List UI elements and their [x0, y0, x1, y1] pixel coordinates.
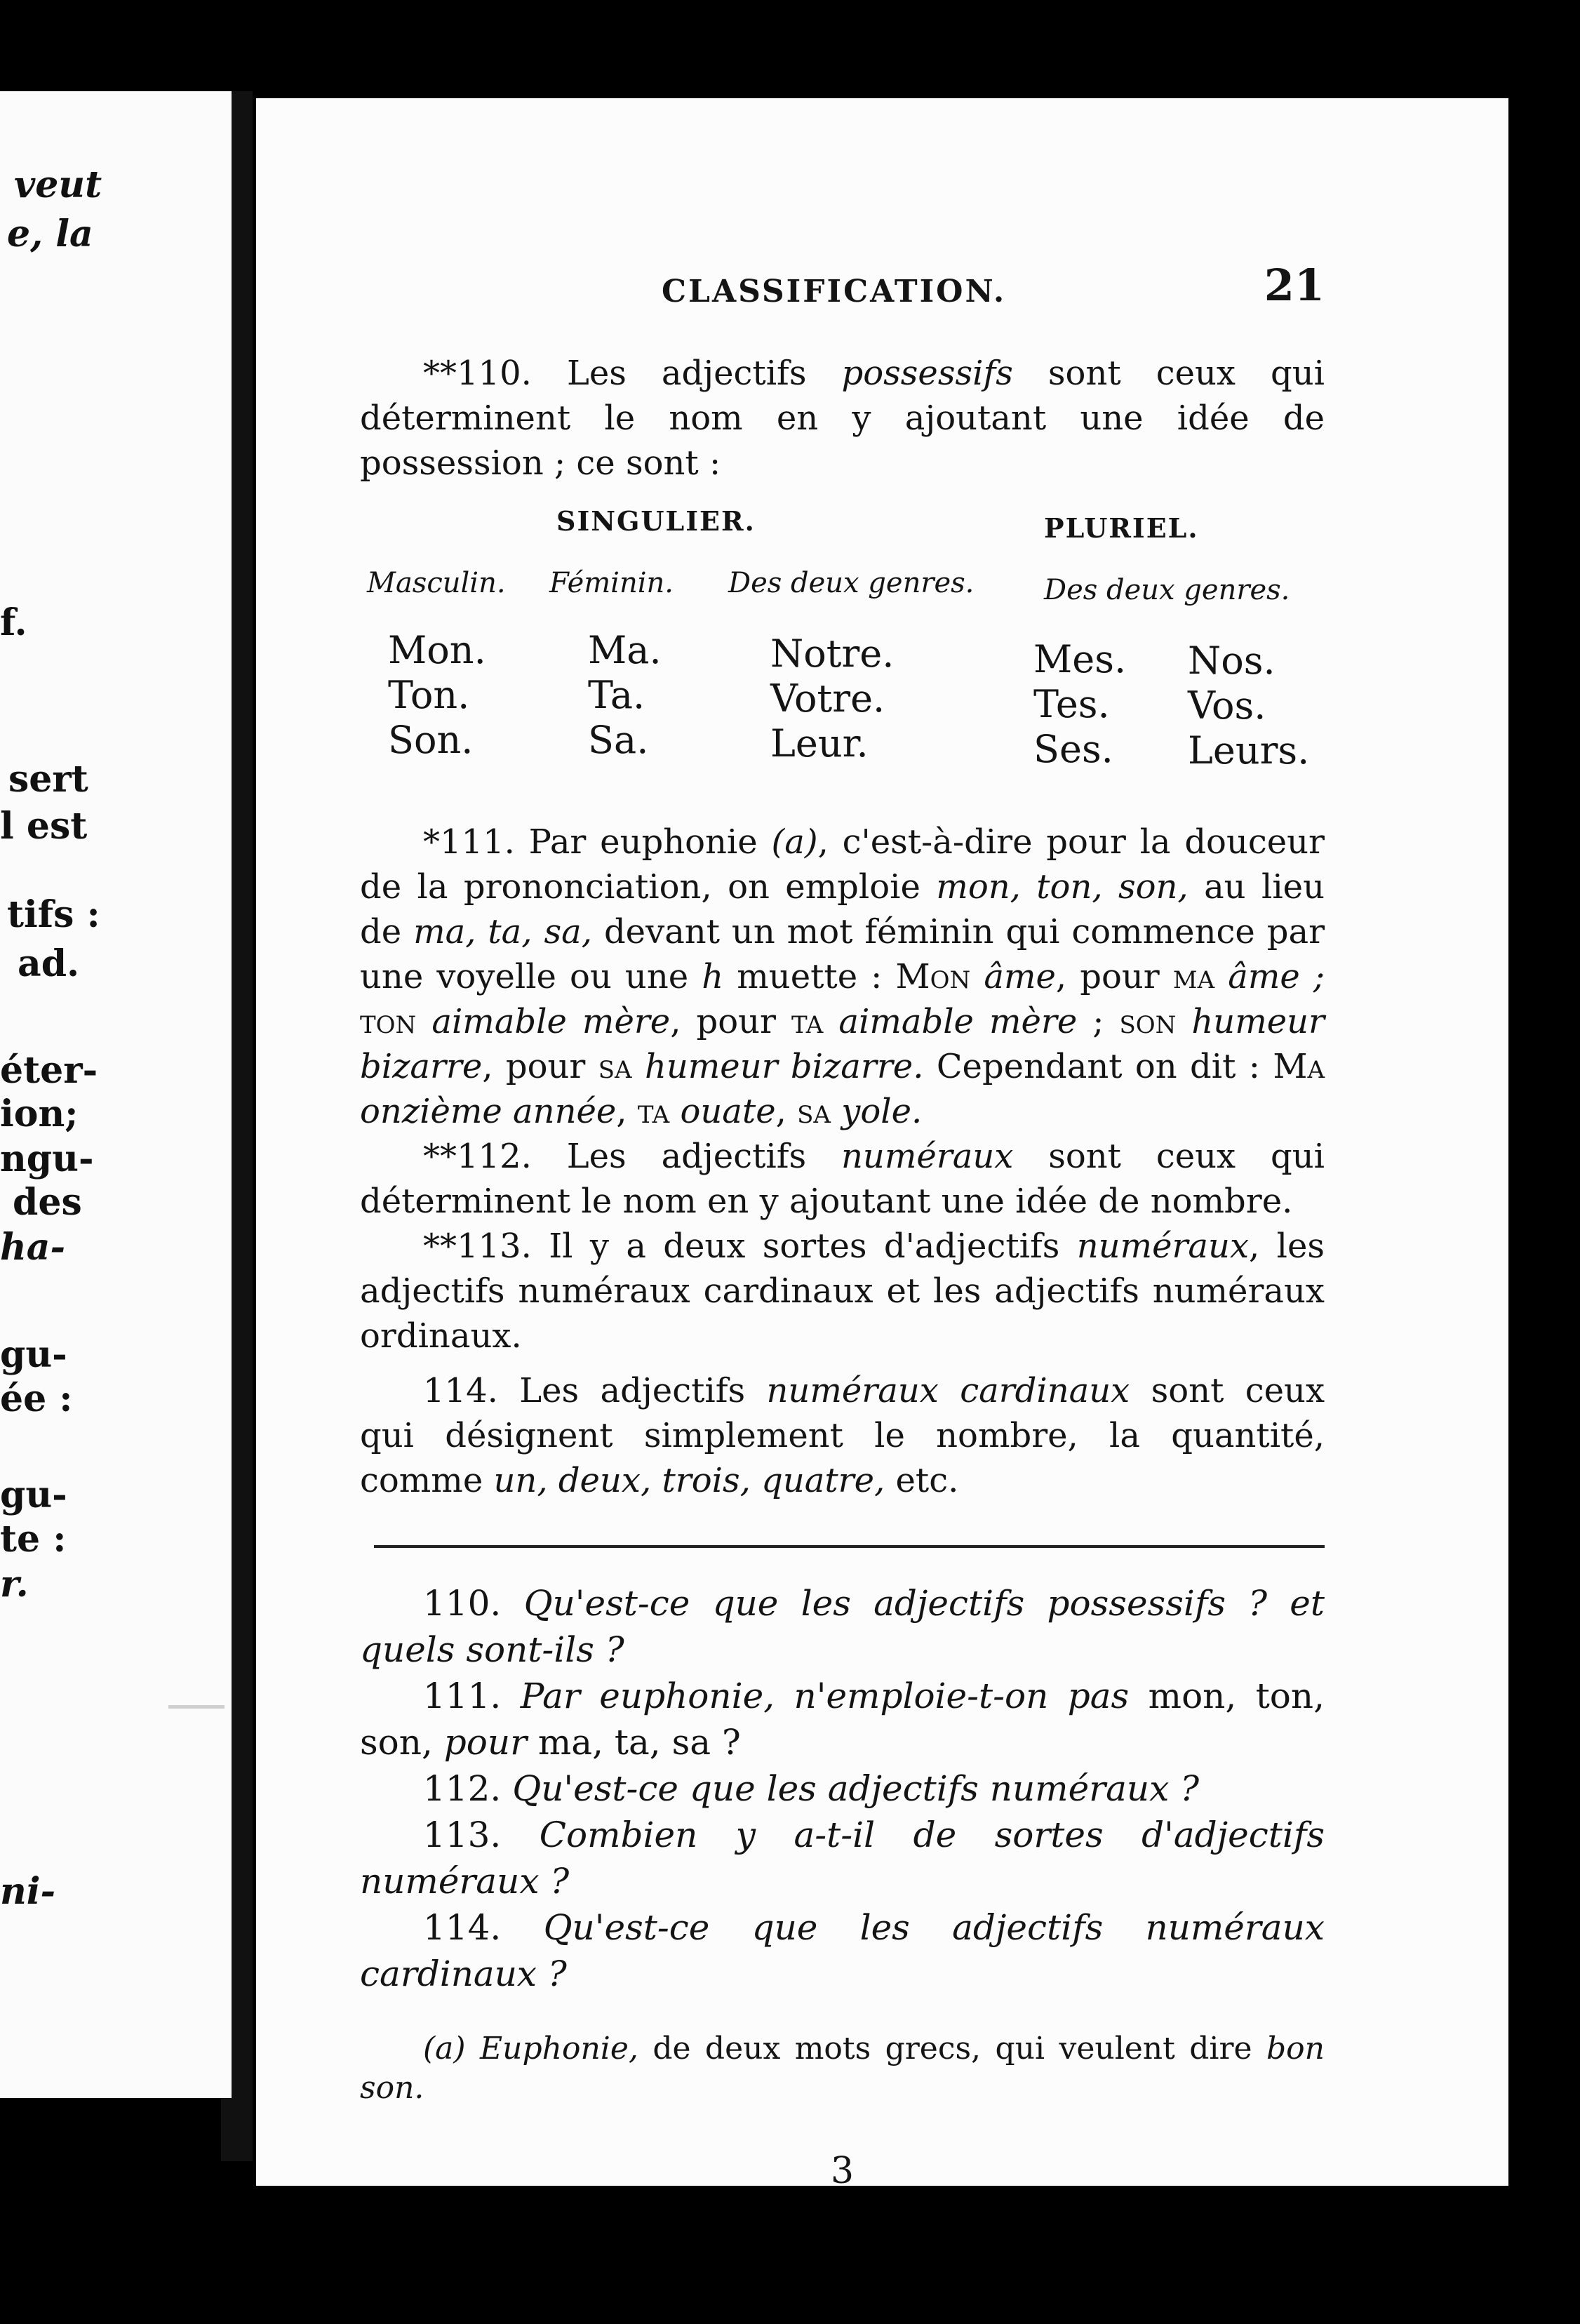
footnote-reference: (a) — [771, 822, 818, 862]
page-number: 21 — [1264, 260, 1325, 311]
left-fragment: ngu- — [0, 1137, 94, 1180]
term: numéraux — [1076, 1227, 1250, 1266]
left-fragment: ée : — [0, 1377, 73, 1420]
question-113: 113. Combien y a-t-il de sortes d'adjectifs numéraux ? — [360, 1815, 1325, 1902]
section-number: 114. — [423, 1371, 498, 1410]
footnote-marker: (a) — [423, 2031, 466, 2066]
plural-column-2: Nos. Vos. Leurs. — [1188, 639, 1310, 773]
question-111: 111. Par euphonie, n'emploie-t-on pas mon, ton, son, pour ma, ta, sa ? — [360, 1676, 1325, 1763]
left-fragment: ad. — [18, 942, 80, 985]
paragraph-113: **113. Il y a deux sortes d'adjectifs numéraux, les adjectifs numéraux cardinaux et les adjectifs numéraux ordinaux. — [360, 1227, 1325, 1356]
term: numéraux cardinaux — [766, 1371, 1130, 1410]
section-number: **110. — [423, 354, 532, 393]
paragraph-114: 114. Les adjectifs numéraux cardinaux sont ceux qui désignent simplement le nombre, la quantité, comme un, deux, trois, quatre, etc. — [360, 1371, 1325, 1500]
left-fragment: e, la — [7, 213, 93, 255]
book-page — [256, 98, 1508, 2192]
separator-rule — [374, 1545, 1325, 1548]
column-subheading: Masculin. — [367, 567, 506, 599]
question-110: 110. Qu'est-ce que les adjectifs possessifs ? et quels sont-ils ? — [360, 1583, 1325, 1670]
left-fragment: gu- — [0, 1474, 67, 1516]
left-fragment: r. — [0, 1563, 29, 1605]
left-page-edge — [0, 91, 232, 2098]
page-text — [360, 260, 1325, 2192]
left-fragment: tifs : — [7, 893, 100, 936]
plural-column-1: Mes. Tes. Ses. — [1033, 637, 1127, 771]
signature-mark: 3 — [830, 2150, 855, 2192]
section-number: *111. — [423, 822, 515, 862]
question-112: 112. Qu'est-ce que les adjectifs numéraux ? — [423, 1768, 1199, 1809]
left-fragment: éter- — [0, 1049, 98, 1092]
left-fragment: veut — [14, 163, 102, 206]
left-fragment: l est — [0, 805, 88, 848]
masculine-column: Mon. Ton. Son. — [388, 628, 486, 762]
paragraph-111: *111. Par euphonie (a), c'est-à-dire pour la douceur de la prononciation, on emploie mon, ton, son, au lieu de ma, ta, sa, devant un mot féminin qui commence par une voyelle ou une h muette : Mon âme, pour ma âme ; ton aimable mère, pour ta aimable mère ; son humeur bizarre, pour sa humeur bizarre. Cependant on dit : Ma onzième année, ta ouate, sa yole. — [360, 822, 1325, 1131]
left-fragment: f. — [0, 601, 27, 644]
feminine-column: Ma. Ta. Sa. — [588, 628, 662, 762]
plural-heading: PLURIEL. — [1044, 512, 1199, 544]
left-fragment: gu- — [0, 1333, 67, 1376]
question-114: 114. Qu'est-ce que les adjectifs numéraux cardinaux ? — [360, 1907, 1325, 1994]
left-fragment: ha- — [0, 1226, 66, 1269]
paragraph-110: **110. Les adjectifs possessifs sont ceux qui déterminent le nom en y ajoutant une idée de possession ; ce sont : — [360, 354, 1325, 483]
page-header — [360, 260, 1325, 351]
left-fragment: te : — [0, 1518, 67, 1561]
footnote: (a) Euphonie, de deux mots grecs, qui veulent dire bon son. — [360, 2031, 1325, 2106]
term: numéraux — [841, 1137, 1014, 1176]
left-fragment: des — [13, 1181, 82, 1224]
left-fragment: sert — [8, 758, 88, 801]
term: possessifs — [841, 354, 1013, 393]
questions-section — [360, 1580, 1325, 1997]
singular-heading: SINGULIER. — [556, 505, 756, 537]
possessive-table — [360, 498, 1325, 814]
section-number: **113. — [423, 1227, 532, 1266]
running-head: CLASSIFICATION. — [662, 274, 1007, 309]
column-subheading: Féminin. — [549, 567, 674, 599]
paragraph-112: **112. Les adjectifs numéraux sont ceux qui déterminent le nom en y ajoutant une idée de nombre. — [360, 1137, 1325, 1221]
both-genders-singular-column: Notre. Votre. Leur. — [770, 632, 895, 766]
left-fragment: ni- — [0, 1870, 56, 1913]
left-fragment: ion; — [0, 1093, 79, 1135]
section-number: **112. — [423, 1137, 532, 1176]
column-subheading: Des deux genres. — [728, 567, 975, 599]
column-subheading: Des deux genres. — [1044, 574, 1290, 606]
left-rule — [168, 1705, 225, 1709]
